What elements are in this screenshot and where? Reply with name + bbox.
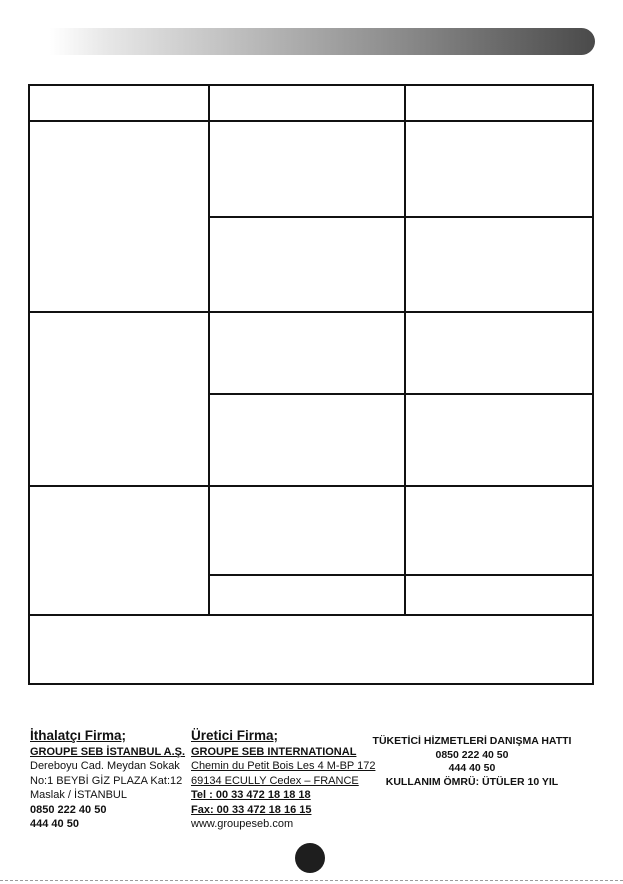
blank-table — [28, 84, 594, 685]
page-bottom-dashed-line — [0, 880, 623, 881]
manufacturer-tel: Tel : 00 33 472 18 18 18 — [191, 789, 311, 801]
table-row-divider — [209, 216, 592, 218]
importer-address-line: Dereboyu Cad. Meydan Sokak — [30, 760, 180, 772]
importer-address-line: Maslak / İSTANBUL — [30, 789, 127, 801]
manufacturer-address-line: Chemin du Petit Bois Les 4 M-BP 172 — [191, 760, 376, 772]
importer-address-line: No:1 BEYBİ GİZ PLAZA Kat:12 — [30, 774, 183, 787]
header-gradient-bar — [50, 28, 595, 55]
table-row-divider — [209, 393, 592, 395]
table-col-divider — [404, 86, 406, 616]
importer-info — [30, 729, 190, 832]
service-lifetime: KULLANIM ÖMRÜ: ÜTÜLER 10 YIL — [385, 775, 559, 788]
table-row-divider — [209, 574, 592, 576]
service-title: TÜKETİCİ HİZMETLERİ DANIŞMA HATTI — [372, 735, 572, 747]
manufacturer-company: GROUPE SEB INTERNATIONAL — [191, 745, 357, 758]
table-row-divider — [30, 311, 592, 313]
importer-phone: 444 40 50 — [30, 818, 79, 830]
table-row-divider — [30, 614, 592, 616]
manufacturer-website: www.groupeseb.com — [191, 818, 294, 830]
importer-company: GROUPE SEB İSTANBUL A.Ş. — [30, 745, 186, 758]
manufacturer-heading: Üretici Firma; — [191, 728, 279, 743]
service-phone: 444 40 50 — [448, 762, 496, 774]
importer-phone: 0850 222 40 50 — [30, 803, 107, 816]
service-info — [372, 735, 572, 789]
table-row-divider — [30, 485, 592, 487]
manufacturer-info — [191, 729, 376, 832]
importer-heading: İthalatçı Firma; — [30, 728, 127, 743]
manufacturer-fax: Fax: 00 33 472 18 16 15 — [191, 803, 312, 816]
manufacturer-address-line: 69134 ECULLY Cedex – FRANCE — [191, 774, 359, 787]
table-row-divider — [30, 120, 592, 122]
service-phone: 0850 222 40 50 — [435, 748, 509, 761]
table-col-divider — [208, 86, 210, 616]
page-number-dot — [295, 843, 325, 873]
